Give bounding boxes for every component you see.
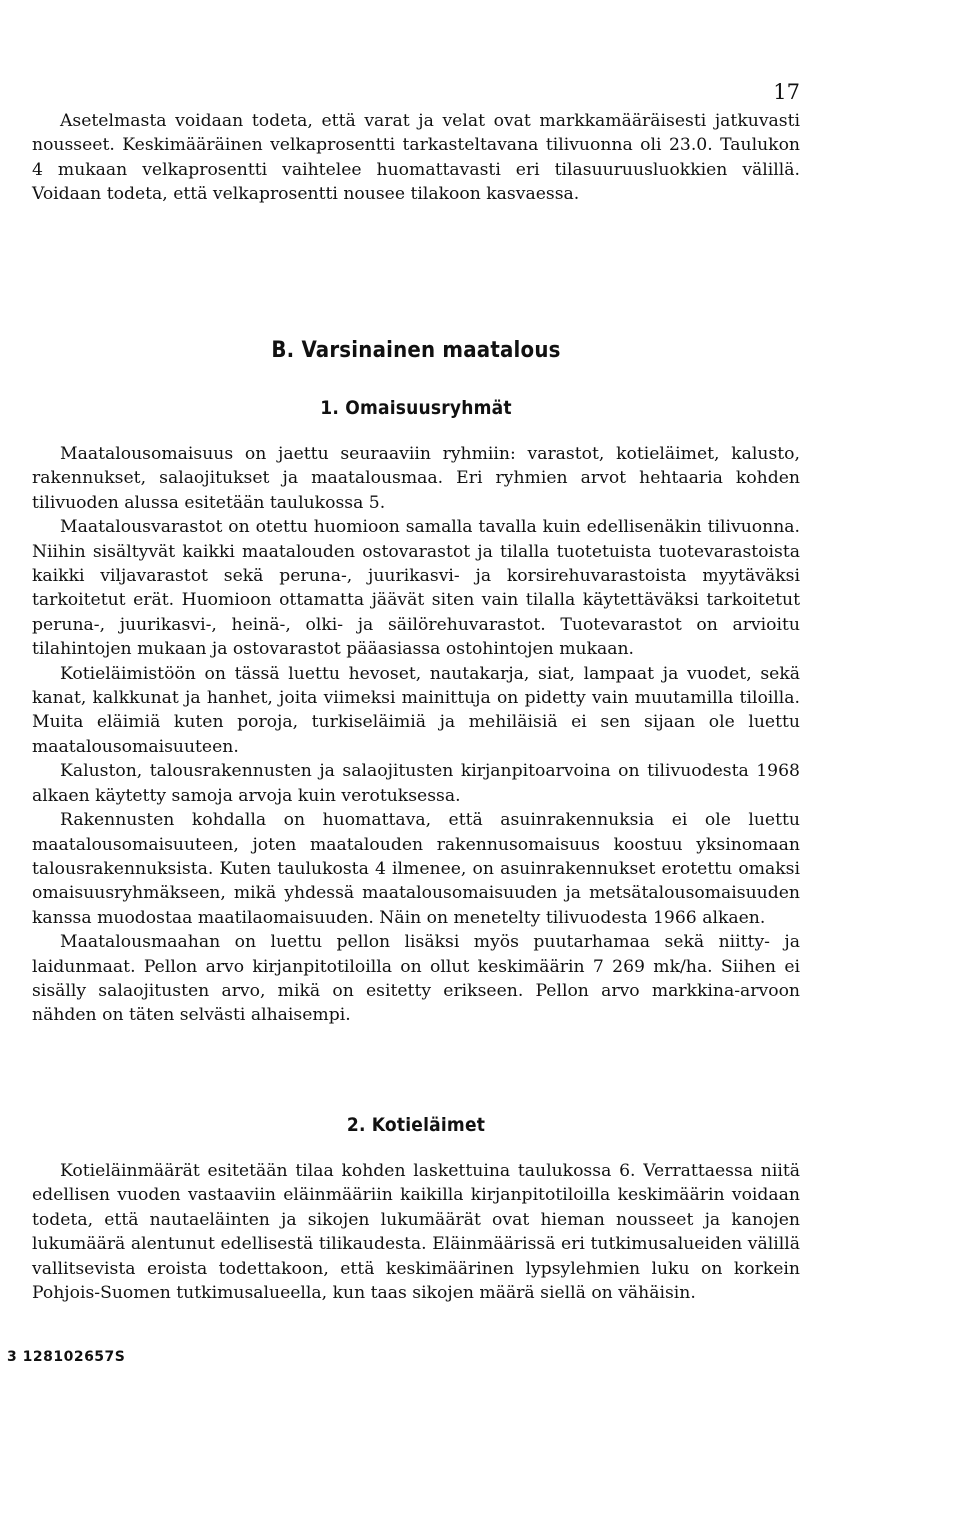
paragraph-omaisuusryhmat: Maatalousomaisuus on jaettu seuraaviin ryhmiin: varastot, kotieläimet, kalusto, rakennukset, salaojitukset ja maatalousmaa. Eri ryhmien arvot hehtaaria kohden tilivuoden alussa esitetään taulukossa 5.: [32, 444, 800, 513]
footer-print-mark: 3 128102657S: [7, 1349, 126, 1365]
paragraph-kotielaimet: Kotieläinmäärät esitetään tilaa kohden laskettuina taulukossa 6. Verrattaessa niitä edellisen vuoden vastaaviin eläinmääriin kaikilla kirjanpitotiloilla keskimäärin voidaan todeta, että nautaeläinten ja sikojen lukumäärät ovat hieman nousseet ja kanojen lukumäärä alentunut edellisestä tilikaudesta. Eläinmäärissä eri tutkimusalueiden välillä vallitsevista eroista todettakoon, että keskimäärinen lypsylehmien luku on korkein Pohjois-Suomen tutkimusalueella, kun taas sikojen määrä siellä on vähäisin.: [32, 1161, 800, 1304]
subsection-1-body: [32, 442, 800, 1028]
paragraph-varastot: Maatalousvarastot on otettu huomioon samalla tavalla kuin edellisenäkin tilivuonna. Niihin sisältyvät kaikki maatalouden ostovarastot ja tilalla tuotetuista tuotevarastoista kaikki viljavarastot sekä peruna-, juurikasvi- ja korsirehuvarastoista myytäväksi tarkoitetut erät. Huomioon ottamatta jäävät siten vain tilalla käytettäväksi tarkoitetut peruna-, juurikasvi-, heinä-, olki- ja säilörehuvarastot. Tuotevarastot on arvioitu tilahintojen mukaan ja ostovarastot pääasiassa ostohintojen mukaan.: [32, 517, 800, 660]
intro-paragraph: Asetelmasta voidaan todeta, että varat ja velat ovat markkamääräisesti jatkuvasti nousseet. Keskimääräinen velkaprosentti tarkasteltavana tilivuonna oli 23.0. Taulukon 4 mukaan velkaprosentti vaihtelee huomattavasti eri tilasuuruusluokkien välillä. Voidaan todeta, että velkaprosentti nousee tilakoon kasvaessa.: [32, 111, 800, 205]
intro-block: [32, 109, 800, 207]
paragraph-rakennukset: Rakennusten kohdalla on huomattava, että asuinrakennuksia ei ole luettu maatalousomaisuuteen, joten maatalouden rakennusomaisuus koostuu yksinomaan talousrakennuksista. Kuten taulukosta 4 ilmenee, on asuinrakennukset erotettu omaksi omaisuusryhmäkseen, mikä yhdessä maatalousomaisuuden ja metsätalousomaisuuden kanssa muodostaa maatilaomaisuuden. Näin on menetelty tilivuodesta 1966 alkaen.: [32, 810, 800, 928]
subsection-2-heading: 2. Kotieläimet: [346, 1114, 486, 1136]
paragraph-kotielaimisto: Kotieläimistöön on tässä luettu hevoset, nautakarja, siat, lampaat ja vuodet, sekä kanat, kalkkunat ja hanhet, joita viimeksi mainittuja on pidetty vain muutamilla tiloilla. Muita eläimiä kuten poroja, turkiseläimiä ja mehiläisiä ei sen sijaan ole luettu maatalousomaisuuteen.: [32, 663, 800, 757]
subsection-2-body: [32, 1159, 800, 1305]
paragraph-kalusto: Kaluston, talousrakennusten ja salaojitusten kirjanpitoarvoina on tilivuodesta 1968 alkaen käytetty samoja arvoja kuin verotuksessa.: [32, 761, 800, 806]
subsection-1-heading: 1. Omaisuusryhmät: [320, 397, 512, 419]
page-number: 17: [773, 80, 800, 104]
paragraph-maatalousmaa: Maatalousmaahan on luettu pellon lisäksi myös puutarhamaa sekä niitty- ja laidunmaat. Pellon arvo kirjanpitotiloilla on ollut keskimäärin 7 269 mk/ha. Siihen ei sisälly salaojitusten arvo, mikä on esitetty erikseen. Pellon arvo markkina-arvoon nähden on täten selvästi alhaisempi.: [32, 932, 800, 1026]
section-b-heading: B. Varsinainen maatalous: [271, 338, 561, 363]
